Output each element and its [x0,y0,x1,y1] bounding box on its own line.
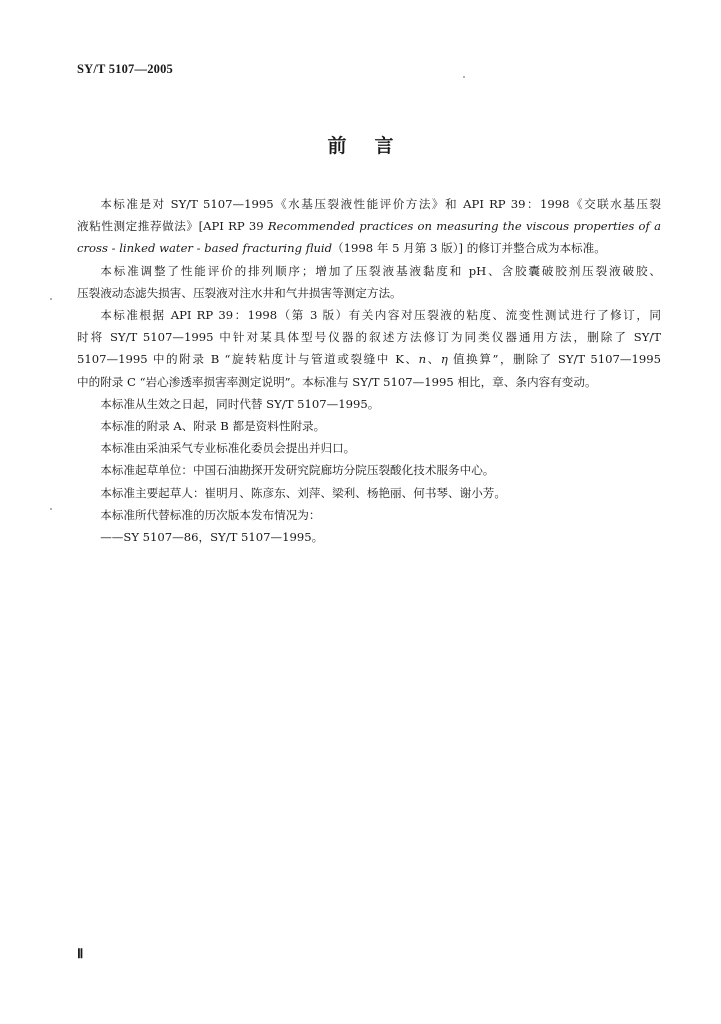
standard-code-header: SY/T 5107—2005 [77,62,173,76]
text-segment: 中的附录 C “岩心渗透率损害率测定说明”。本标准与 SY/T 5107—1995 相比，章、条内容有变动。 [77,374,597,389]
text-line [77,459,661,481]
text-segment: 本标准主要起草人：崔明月、陈彦东、刘萍、梁利、杨艳丽、何书琴、谢小芳。 [100,485,506,500]
text-line [77,282,661,304]
paragraph [77,415,661,437]
text-segment: 本标准由采油采气专业标准化委员会提出并归口。 [100,441,356,456]
text-line [77,437,661,459]
text-segment: 本标准的附录 A、附录 B 都是资料性附录。 [100,419,326,434]
text-line [77,348,661,370]
page-number: Ⅱ [77,946,84,961]
text-segment: 本标准根据 API RP 39：1998（第 3 版）有关内容对压裂液的粘度、流变性测试进行了修订，同 [100,308,661,323]
text-segment: 5107—1995 中的附录 B “旋转粘度计与管道或裂缝中 K、 [77,352,419,367]
paragraph [77,393,661,415]
scan-speck [50,298,52,300]
text-line [77,371,661,393]
text-segment: 本标准所代替标准的历次版本发布情况为： [100,507,321,522]
paragraph [77,437,661,459]
scan-speck [50,508,52,510]
italic-text: Recommended practices on measuring the viscous properties of a [267,219,661,234]
text-line [77,215,661,237]
text-line [77,237,661,259]
paragraph [77,526,661,548]
italic-text: η [440,352,448,367]
text-segment: 液粘性测定推荐做法》[API RP 39 [77,219,268,234]
text-line [77,304,661,326]
scan-speck [463,76,465,78]
text-line [77,482,661,504]
text-line [77,326,661,348]
text-line [77,393,661,415]
paragraph [77,193,661,260]
paragraph [77,260,661,304]
text-segment: 值换算”，删除了 SY/T 5107—1995 [447,352,661,367]
text-line [77,504,661,526]
text-line [77,260,661,282]
paragraph [77,504,661,526]
text-line [77,526,661,548]
text-segment: 、 [426,352,441,367]
text-line [77,415,661,437]
text-segment: 本标准起草单位：中国石油勘探开发研究院廊坊分院压裂酸化技术服务中心。 [100,463,495,478]
italic-text: n [418,352,427,367]
page-title: 前言 [327,135,422,157]
paragraph [77,459,661,481]
document-body [77,193,661,548]
paragraph [77,304,661,393]
paragraph [77,482,661,504]
text-segment: 时将 SY/T 5107—1995 中针对某具体型号仪器的叙述方法修订为同类仪器通用方法，删除了 SY/T [77,330,661,345]
text-segment: 压裂液动态滤失损害、压裂液对注水井和气井损害等测定方法。 [77,285,402,300]
text-segment: （1998 年 5 月第 3 版）] 的修订并整合成为本标准。 [332,241,606,256]
text-segment: ——SY 5107—86，SY/T 5107—1995。 [100,530,324,545]
text-line [77,193,661,215]
italic-text: cross - linked water - based fracturing fluid [77,241,333,256]
text-segment: 本标准调整了性能评价的排列顺序；增加了压裂液基液黏度和 pH、含胶囊破胶剂压裂液破胶、 [100,263,661,278]
text-segment: 本标准从生效之日起，同时代替 SY/T 5107—1995。 [100,396,380,411]
text-segment: 本标准是对 SY/T 5107—1995《水基压裂液性能评价方法》和 API RP 39：1998《交联水基压裂 [100,197,661,211]
